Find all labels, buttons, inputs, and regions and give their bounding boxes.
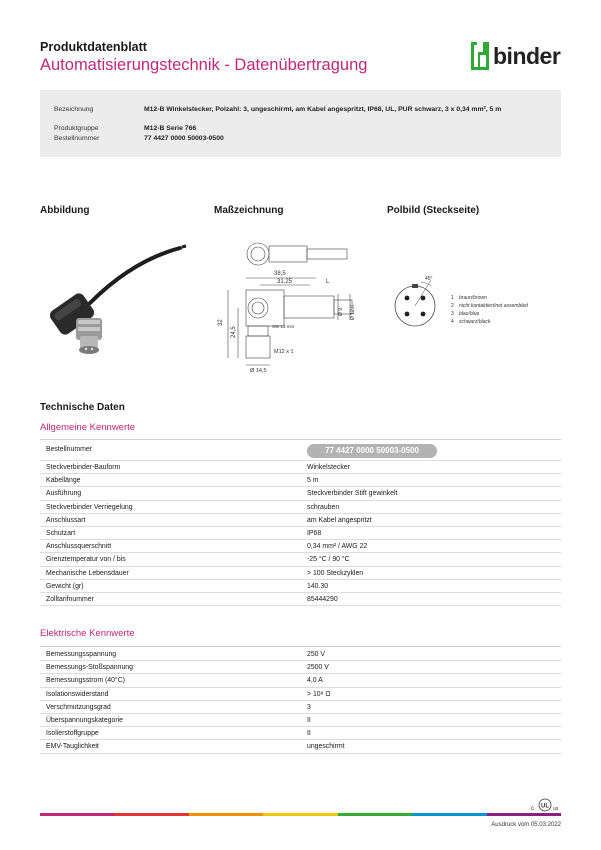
table-label: Überspannungskategorie (46, 716, 123, 724)
dim-m12: M12 x 1 (274, 349, 294, 355)
pin-4-num: 4 (451, 319, 454, 325)
dim-32: 32 (218, 319, 224, 326)
info-label-produktgruppe: Produktgruppe (54, 125, 99, 132)
dim-38-5: 38,5 (274, 271, 286, 277)
table-label: Verschmutzungsgrad (46, 703, 111, 711)
table-value: 5 m (307, 477, 319, 485)
table-label: Anschlussquerschnitt (46, 543, 112, 551)
table-row (40, 727, 561, 740)
table-label: Zolltarifnummer (46, 595, 94, 603)
table-row (40, 527, 561, 540)
table-row (40, 514, 561, 527)
section-polbild: Polbild (Steckseite) (387, 205, 480, 216)
color-bar-segment (412, 813, 486, 816)
dim-d9: Ø 9 (338, 307, 344, 316)
divider (40, 646, 561, 647)
table-value: Winkelstecker (307, 464, 350, 471)
doc-type: Produktdatenblatt (40, 40, 147, 54)
table-value: am Kabel angespritzt (307, 516, 372, 524)
dim-d14-5: Ø 14,5 (250, 368, 267, 374)
table-row (40, 648, 561, 661)
table-row (40, 674, 561, 687)
table-row (40, 474, 561, 487)
ul-certification-icon (528, 798, 562, 812)
table-value: IP68 (307, 529, 322, 537)
color-bar-segment (114, 813, 188, 816)
pin-3-label: blau/blue (459, 311, 480, 317)
logo-text: binder (493, 43, 561, 69)
svg-text:c: c (531, 806, 534, 812)
info-label-bezeichnung: Bezeichnung (54, 106, 94, 113)
section-masszeichnung: Maßzeichnung (214, 205, 284, 216)
table-row (40, 661, 561, 674)
table-value: > 10⁸ Ω (307, 690, 331, 698)
table-row (40, 688, 561, 701)
svg-text:UL: UL (541, 803, 549, 810)
table-label: Grenztemperatur von / bis (46, 556, 126, 564)
pin-4-label: schwarz/black (459, 319, 491, 325)
pin-2-label: nicht kontaktiert/not assembled (459, 303, 528, 309)
table-value: 0,34 mm² / AWG 22 (307, 543, 368, 551)
product-image (40, 228, 190, 368)
page-title: Automatisierungstechnik - Datenübertragung (40, 56, 368, 74)
dim-d12-6: Ø 12,6 (350, 304, 356, 320)
order-number-badge: 77 4427 0000 50003-0500 (307, 444, 437, 458)
table-label: Steckverbinder Verriegelung (46, 503, 133, 511)
allgemeine-table (40, 441, 561, 606)
svg-text:us: us (553, 806, 559, 812)
table-label: Mechanische Lebensdauer (46, 569, 129, 577)
table-value: 2500 V (307, 664, 329, 672)
color-bar-segment (487, 813, 561, 816)
table-value: ungeschirmt (307, 743, 345, 751)
table-value: -25 °C / 90 °C (307, 556, 350, 564)
color-bar-segment (189, 813, 263, 816)
section-allgemeine-kennwerte: Allgemeine Kennwerte (40, 422, 136, 433)
dim-31-25: 31,25 (277, 279, 293, 285)
color-bar-segment (338, 813, 412, 816)
dimension-drawing (214, 228, 374, 378)
table-label: Schutzart (46, 529, 76, 537)
table-row (40, 580, 561, 593)
table-row (40, 501, 561, 514)
table-label: Steckverbinder-Bauform (46, 464, 121, 471)
table-row (40, 701, 561, 714)
dim-24-5: 24,5 (231, 326, 237, 338)
section-technische-daten: Technische Daten (40, 402, 125, 413)
table-value: 3 (307, 703, 311, 711)
table-row (40, 714, 561, 727)
table-row (40, 553, 561, 566)
table-label: Bestellnummer (46, 446, 92, 453)
table-row (40, 567, 561, 580)
footer-color-bar (40, 813, 561, 816)
dim-sw13: SW 13 mm (272, 324, 295, 329)
info-value-bestellnummer: 77 4427 0000 50003-0500 (144, 135, 224, 142)
pin-1-label: braun/brown (459, 295, 487, 301)
table-label: EMV-Tauglichkeit (46, 743, 99, 751)
table-row (40, 461, 561, 474)
table-value: Steckverbinder Stift gewinkelt (307, 490, 398, 498)
section-elektrische-kennwerte: Elektrische Kennwerte (40, 628, 135, 639)
product-info-box (40, 90, 561, 157)
table-label: Ausführung (46, 490, 82, 498)
table-label: Bemessungsstrom (40°C) (46, 677, 125, 685)
table-label: Bemessungs-Stoßspannung (46, 664, 133, 672)
pin-layout (387, 268, 561, 348)
table-value: > 100 Steckzyklen (307, 569, 364, 577)
table-value: II (307, 730, 311, 738)
table-value: 85444290 (307, 595, 338, 603)
pin-angle: 45° (425, 276, 433, 282)
table-value: 4,0 A (307, 677, 323, 685)
binder-logo (469, 40, 569, 72)
table-row (40, 540, 561, 553)
table-row-bestellnummer (40, 441, 561, 461)
section-abbildung: Abbildung (40, 205, 90, 216)
elektrische-table (40, 648, 561, 754)
table-row (40, 487, 561, 500)
pin-1-num: 1 (451, 295, 454, 301)
table-row (40, 740, 561, 753)
pin-2-num: 2 (451, 303, 454, 309)
table-label: Bemessungsspannung (46, 651, 117, 658)
info-value-bezeichnung: M12-B Winkelstecker, Polzahl: 3, ungeschirmt, am Kabel angespritzt, IP68, UL, PUR schwarz, 3 x 0,34 mm², 5 m (144, 106, 502, 113)
info-value-produktgruppe: M12-B Serie 766 (144, 125, 197, 132)
table-label: Anschlussart (46, 516, 86, 524)
table-value: 250 V (307, 651, 326, 658)
table-label: Isolationswiderstand (46, 690, 109, 698)
table-label: Isolierstoffgruppe (46, 730, 99, 738)
pin-3-num: 3 (451, 311, 454, 317)
table-value: schrauben (307, 503, 340, 511)
table-label: Kabellänge (46, 477, 81, 485)
table-label: Gewicht (gr) (46, 582, 84, 590)
info-label-bestellnummer: Bestellnummer (54, 135, 100, 142)
color-bar-segment (40, 813, 114, 816)
footer-print-date: Ausdruck vom 05.03.2022 (491, 822, 561, 828)
table-value: 140.30 (307, 582, 329, 590)
dim-L: L (326, 279, 330, 285)
table-value: II (307, 716, 311, 724)
divider (40, 439, 561, 440)
binder-logo-icon (469, 40, 493, 72)
table-row (40, 593, 561, 606)
color-bar-segment (263, 813, 337, 816)
